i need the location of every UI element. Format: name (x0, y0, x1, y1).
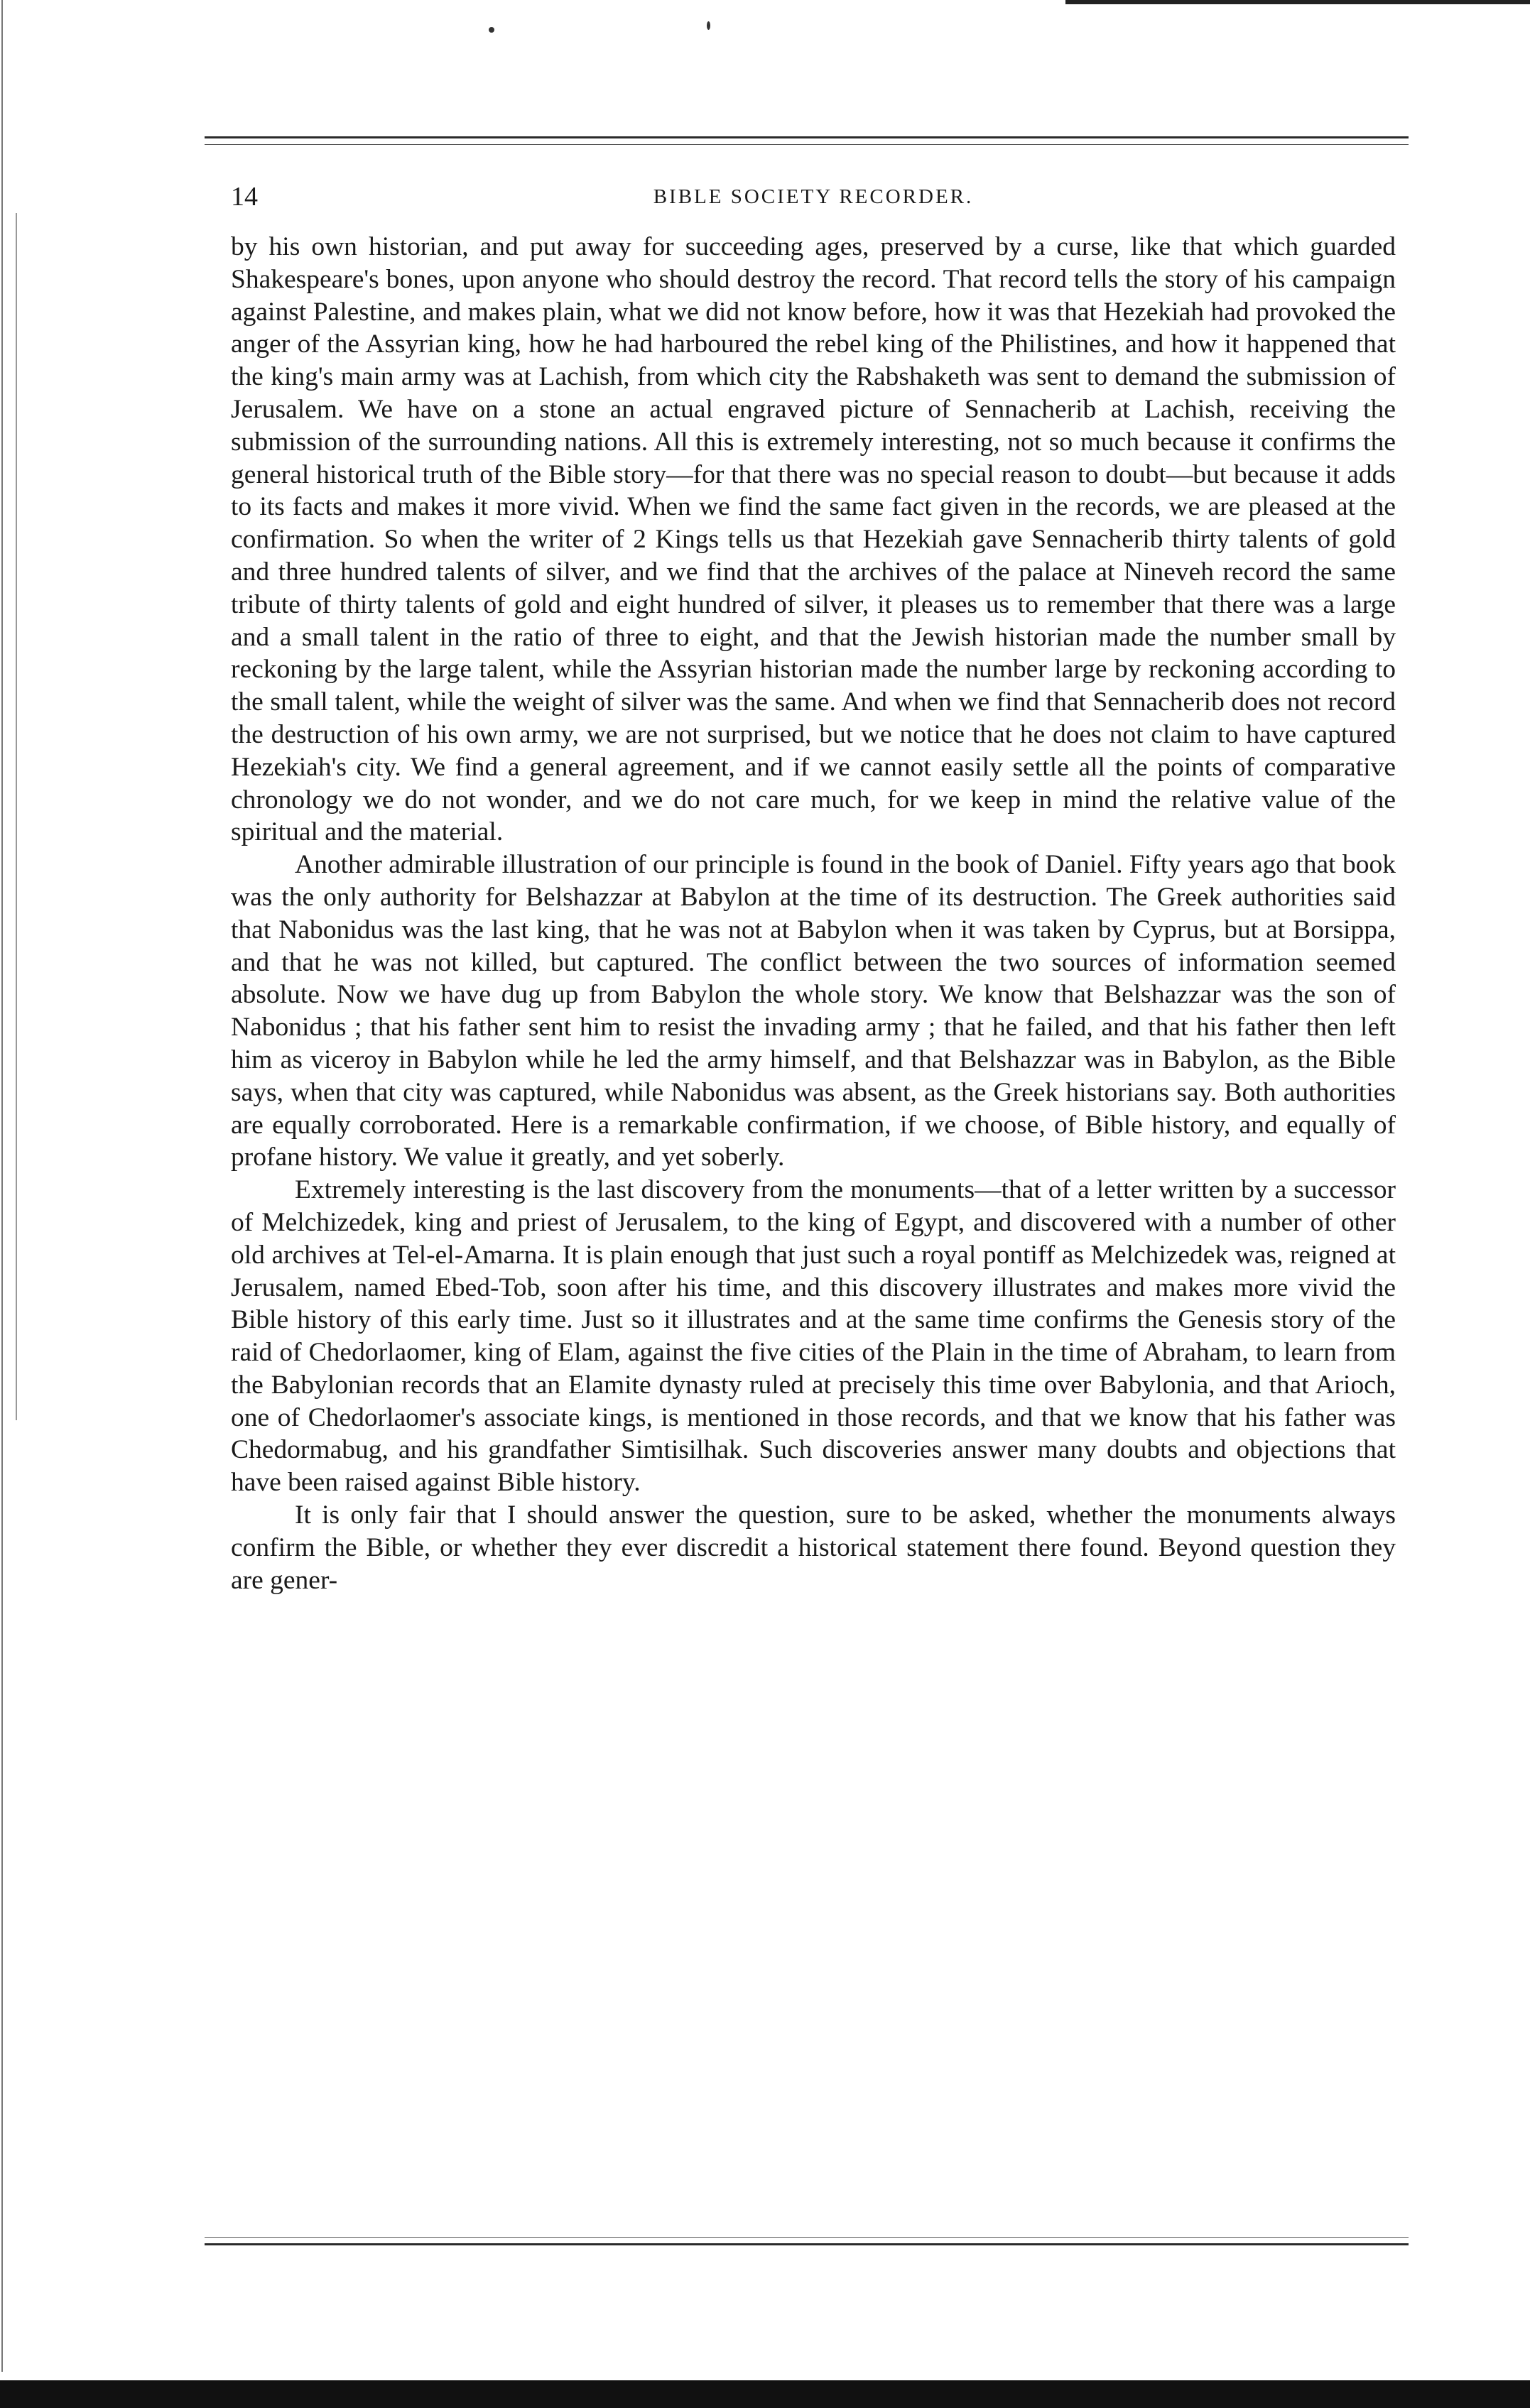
scan-speck (707, 21, 710, 30)
paragraph-4: It is only fair that I should answer the question, sure to be asked, whether the monuments always confirm the Bible, or whether they ever discredit a historical statement there found. Beyond question they are gener- (231, 1500, 1396, 1595)
running-title: BIBLE SOCIETY RECORDER. (653, 185, 974, 208)
running-head (231, 181, 1396, 224)
scan-margin-line (1, 0, 3, 2372)
scan-edge-artifact (1065, 0, 1530, 4)
paragraph-3: Extremely interesting is the last discovery from the monuments—that of a letter written by a successor of Melchizedek, king and priest of Jerusalem, to the king of Egypt, and discovered with a number of other old archives at Tel-el-Amarna. It is plain enough that just such a royal pontiff as Melchizedek was, reigned at Jerusalem, named Ebed-Tob, soon after his time, and this discovery illustrates and makes more vivid the Bible history of this early time. Just so it illustrates and at the same time confirms the Genesis story of the raid of Chedorlaomer, king of Elam, against the five cities of the Plain in the time of Abraham, to learn from the Babylonian records that an Elamite dynasty ruled at precisely this time over Babylonia, and that Arioch, one of Chedorlaomer's associate kings, is mentioned in those records, and that we know that his father was Chedormabug, and his grandfather Simtisilhak. Such discoveries answer many doubts and objections that have been raised against Bible history. (231, 1175, 1396, 1498)
paragraph-2: Another admirable illustration of our principle is found in the book of Daniel. Fifty years ago that book was the only authority for Belshazzar at Babylon at the time of its destruction. The Greek authorities said that Nabonidus was the last king, that he was not at Babylon when it was taken by Cyprus, but at Borsippa, and that he was not killed, but captured. The conflict between the two sources of information seemed absolute. Now we have dug up from Babylon the whole story. We know that Belshazzar was the son of Nabonidus ; that his father sent him to resist the invading army ; that he failed, and that his father then left him as viceroy in Babylon while he led the army himself, and that Belshazzar was in Babylon, as the Bible says, when that city was captured, while Nabonidus was absent, as the Greek historians say. Both authorities are equally corroborated. Here is a remarkable confirmation, if we choose, of Bible history, and equally of profane history. We value it greatly, and yet soberly. (231, 850, 1396, 1172)
scan-speck (489, 27, 494, 33)
scan-bottom-edge (0, 2380, 1530, 2408)
article-body (231, 231, 1396, 1596)
page-number: 14 (231, 182, 258, 212)
scan-margin-line (16, 213, 17, 1420)
paragraph-1: by his own historian, and put away for succeeding ages, preserved by a curse, like that which guarded Shakespeare's bones, upon anyone who should destroy the record. That record tells the story of his campaign against Palestine, and makes plain, what we did not know before, how it was that Hezekiah had provoked the anger of the Assyrian king, how he had harboured the rebel king of the Philistines, and how it happened that the king's main army was at Lachish, from which city the Rabshaketh was sent to demand the submission of Jerusalem. We have on a stone an actual engraved picture of Sennacherib at Lachish, receiving the submission of the surrounding nations. All this is extremely interesting, not so much because it confirms the general historical truth of the Bible story—for that there was no special reason to doubt—but because it adds to its facts and makes it more vivid. When we find the same fact given in the records, we are pleased at the confirmation. So when the writer of 2 Kings tells us that Hezekiah gave Sennacherib thirty talents of gold and three hundred talents of silver, and we find that the archives of the palace at Nineveh record the same tribute of thirty talents of gold and eight hundred of silver, it pleases us to remember that there was a large and a small talent in the ratio of three to eight, and that the Jewish historian made the number small by reckoning by the large talent, while the Assyrian historian made the number large by reckoning according to the small talent, while the weight of silver was the same. And when we find that Sennacherib does not record the destruction of his own army, we are not surprised, but we notice that he does not claim to have captured Hezekiah's city. We find a general agreement, and if we cannot easily settle all the points of comparative chronology we do not wonder, and we do not care much, for we keep in mind the relative value of the spiritual and the material. (231, 232, 1396, 847)
